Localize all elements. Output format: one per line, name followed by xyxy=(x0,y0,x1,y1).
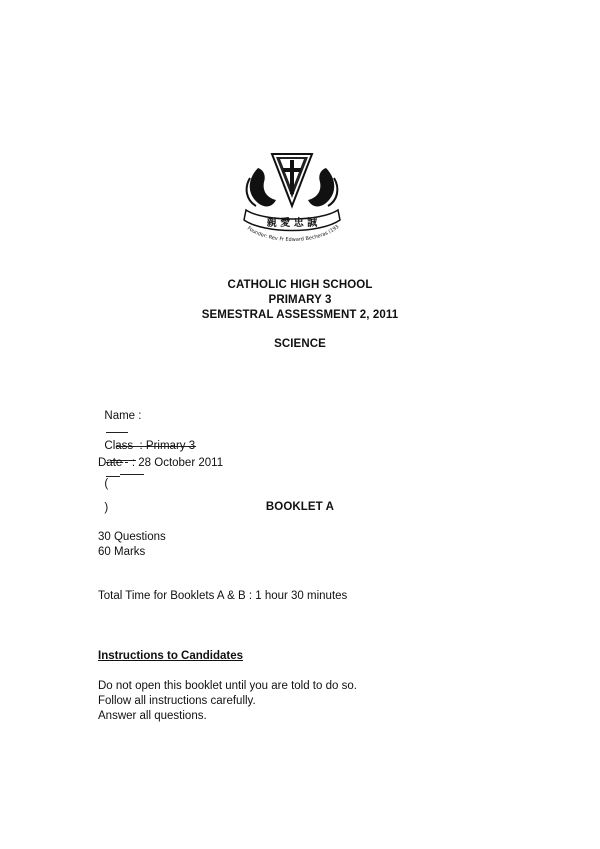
questions-count: 30 Questions xyxy=(98,531,166,543)
register-bracket-open: ( xyxy=(104,478,109,490)
instruction-line-3: Answer all questions. xyxy=(98,710,207,722)
subject-title: SCIENCE xyxy=(274,338,326,350)
school-crest xyxy=(228,148,356,248)
name-label: Name : xyxy=(104,410,142,422)
total-time: Total Time for Booklets A & B : 1 hour 30 minutes xyxy=(98,590,348,602)
instruction-line-2: Follow all instructions carefully. xyxy=(98,695,256,707)
marks-count: 60 Marks xyxy=(98,546,146,558)
svg-text:Founder: Rev Fr Edward Bechera: Founder: Rev Fr Edward Becheras (193 xyxy=(245,223,341,244)
svg-text:親 愛 忠 誠: 親 愛 忠 誠 xyxy=(266,218,318,229)
school-name: CATHOLIC HIGH SCHOOL xyxy=(227,279,373,291)
assessment-title: SEMESTRAL ASSESSMENT 2, 2011 xyxy=(201,309,399,321)
crest-icon xyxy=(228,148,356,248)
register-bracket-close: ) xyxy=(104,502,109,514)
booklet-title: BOOKLET A xyxy=(265,501,335,513)
instructions-heading: Instructions to Candidates xyxy=(98,650,244,662)
instruction-line-1: Do not open this booklet until you are told to do so. xyxy=(98,680,357,692)
class-field[interactable] xyxy=(98,428,195,480)
class-label: Class : Primary 3 xyxy=(104,440,196,452)
level-title: PRIMARY 3 xyxy=(268,294,332,306)
date-text: Date : 28 October 2011 xyxy=(98,457,224,469)
